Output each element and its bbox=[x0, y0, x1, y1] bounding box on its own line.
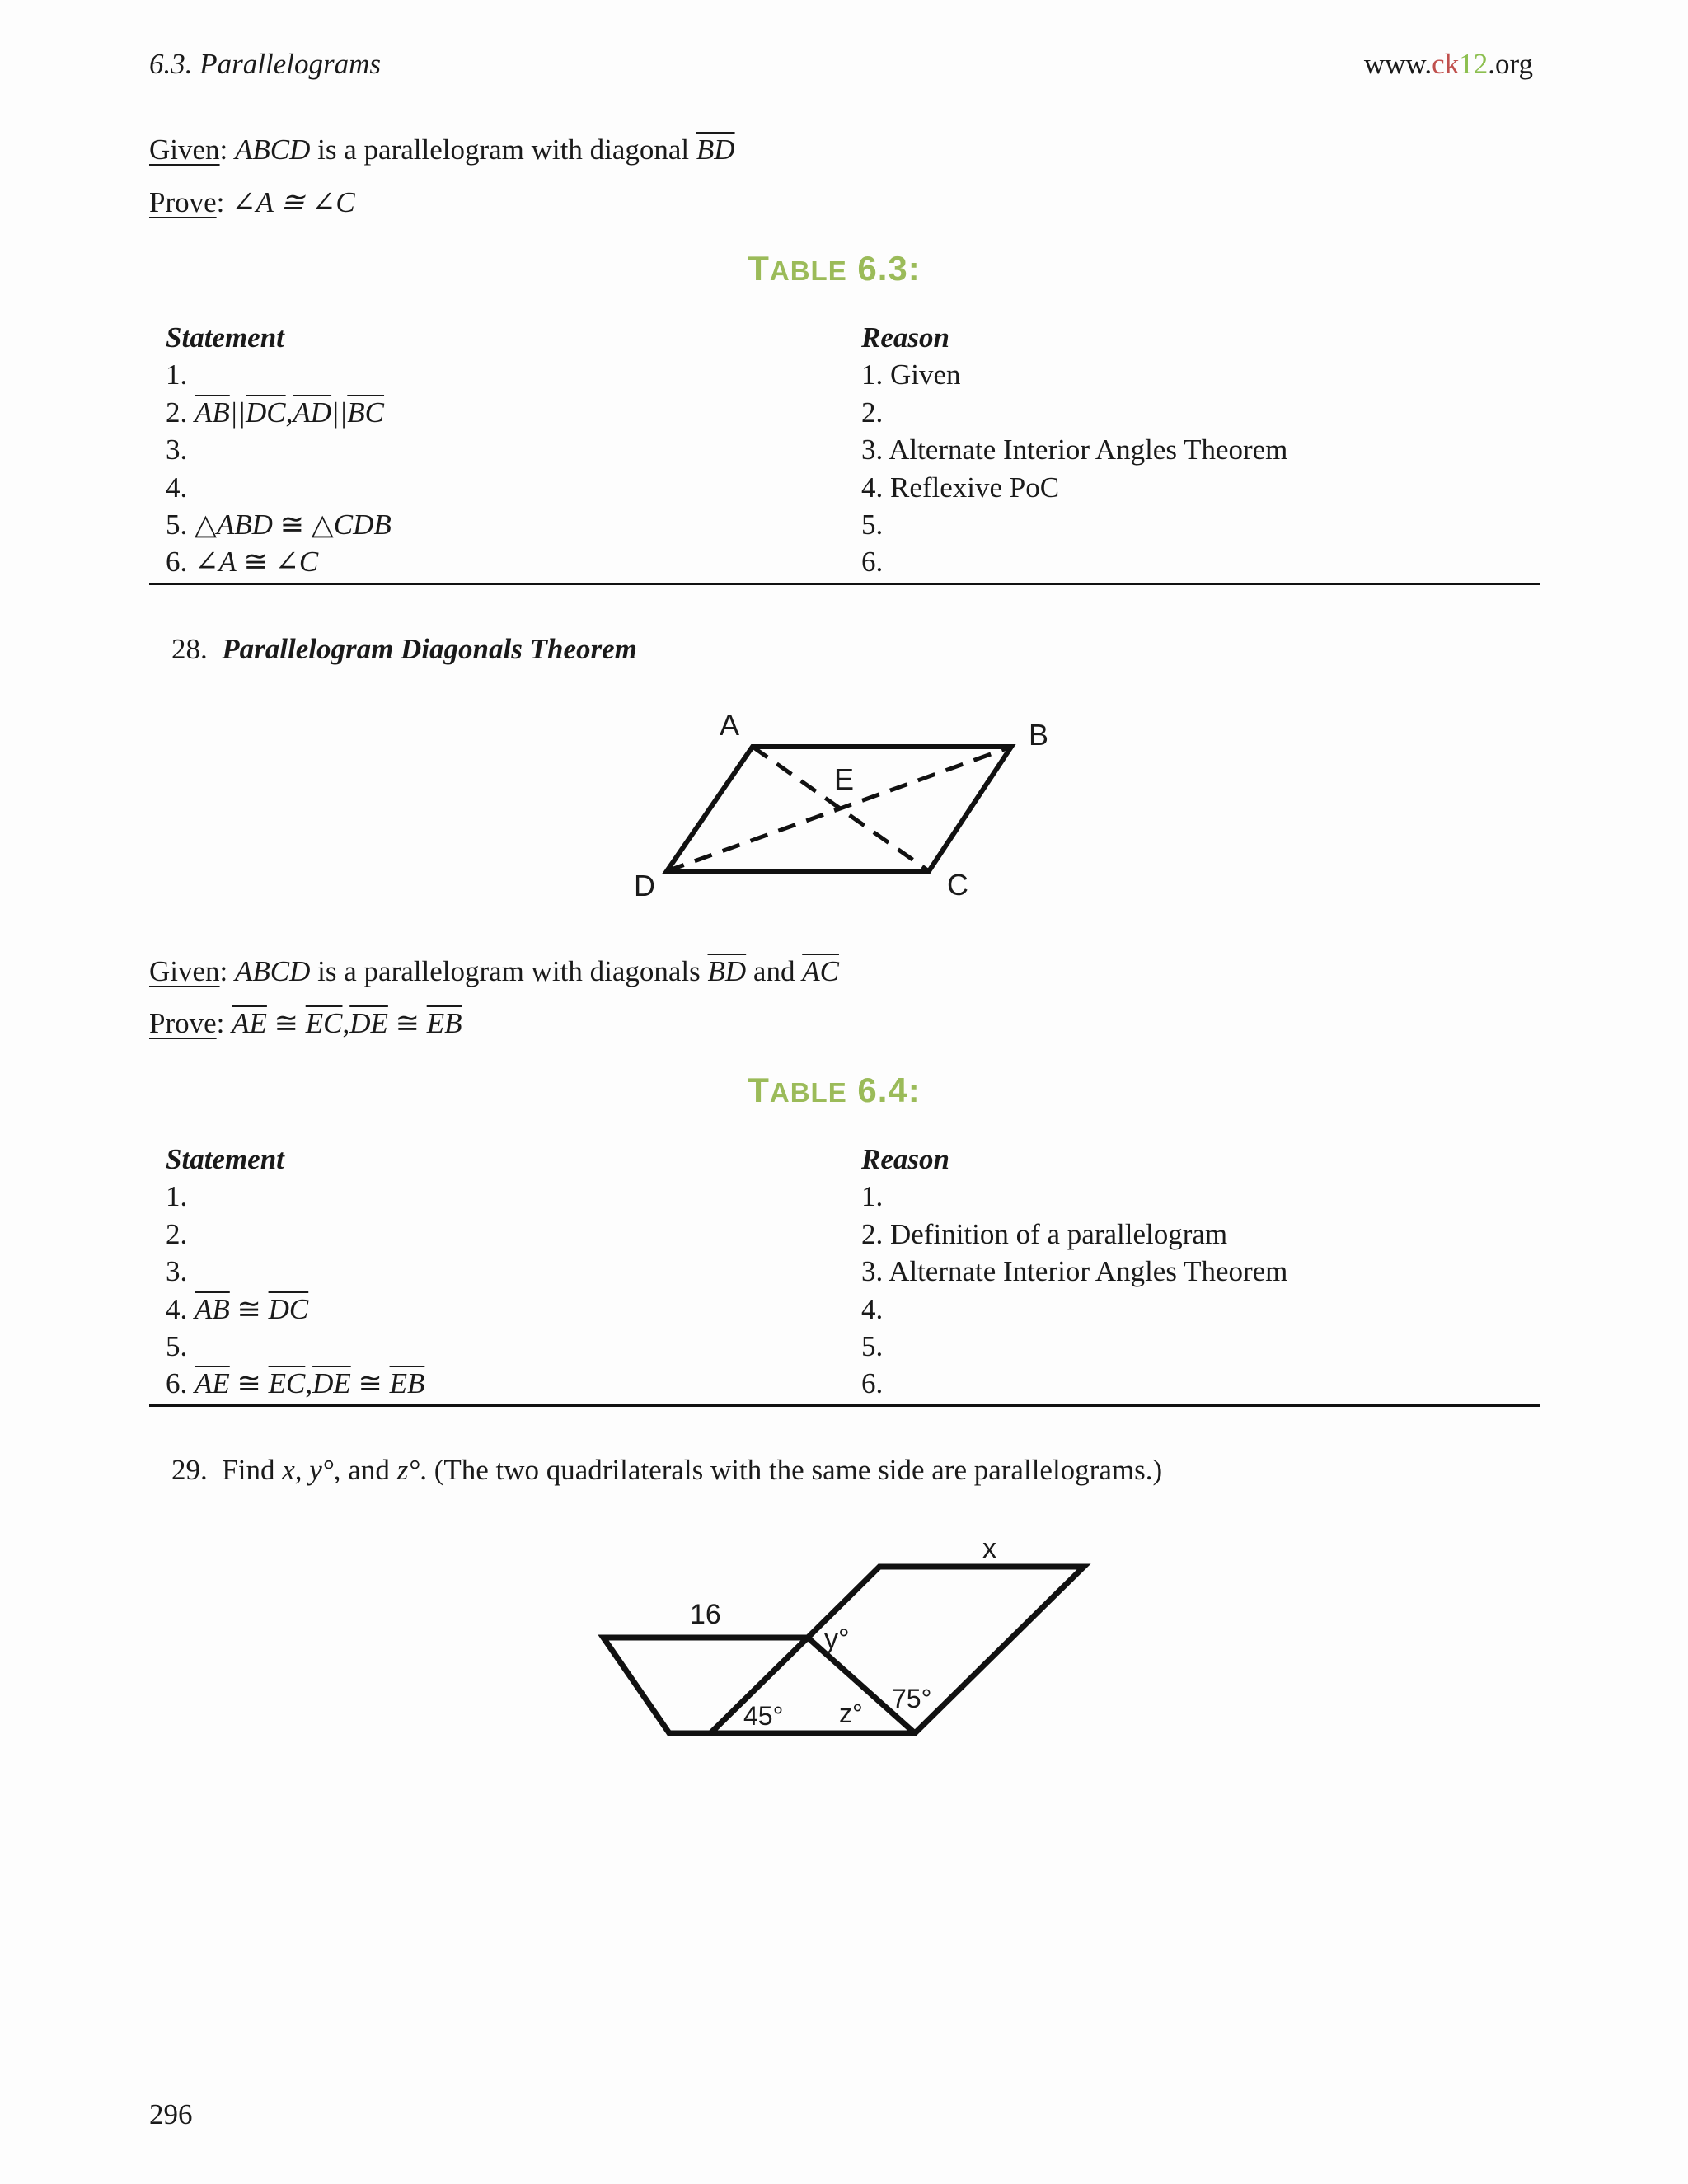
statement-row: 2. $\overline{AB}||\overline{DC},\overline{AD}||\overline{BC}$ bbox=[166, 396, 385, 429]
reason-row: 4. bbox=[861, 1292, 884, 1325]
given-text: is a parallelogram with diagonals bbox=[310, 955, 708, 987]
label-c: C bbox=[947, 868, 968, 902]
segment-eb: $\overline{EB}$ bbox=[426, 1007, 462, 1039]
question-29 bbox=[171, 1454, 1162, 1487]
label-d: D bbox=[634, 869, 655, 902]
reason-row: 6. bbox=[861, 546, 884, 579]
reason-row: 5. bbox=[861, 508, 884, 541]
figure-name: ABCD bbox=[235, 134, 311, 166]
given-sep: : bbox=[219, 955, 236, 987]
given-text: is a parallelogram with diagonal bbox=[310, 134, 696, 166]
reason-row: 2. Definition of a parallelogram bbox=[861, 1217, 1228, 1250]
given-label: Given bbox=[149, 134, 220, 166]
prove-label: Prove bbox=[149, 1007, 217, 1039]
table-6-4-bottom-rule bbox=[149, 1404, 1540, 1407]
question-text-mid: , and bbox=[333, 1454, 397, 1486]
and-text: and bbox=[746, 955, 803, 987]
reason-row: 3. Alternate Interior Angles Theorem bbox=[861, 434, 1288, 466]
caption-prefix: T bbox=[748, 1071, 770, 1109]
prove-sep: : bbox=[216, 186, 232, 218]
prove-sep: : bbox=[216, 1007, 232, 1039]
reason-column bbox=[861, 1141, 1287, 1403]
given-line-1 bbox=[149, 134, 735, 166]
reason-row: 6. bbox=[861, 1367, 884, 1400]
label-45: 45° bbox=[743, 1701, 784, 1731]
statement-row: 5. bbox=[166, 1329, 188, 1362]
statement-header: Statement bbox=[166, 321, 284, 354]
two-parallelograms-figure bbox=[577, 1525, 1113, 1747]
page-number: 296 bbox=[149, 2098, 193, 2130]
reason-header: Reason bbox=[861, 321, 950, 354]
given-label: Given bbox=[149, 955, 220, 987]
segment-bd: $\overline{BD}$ bbox=[707, 955, 747, 987]
prove-line-2: Prove: $\overline{AE}$ ≅ $\overline{EC},\overline{DE}$ ≅ $\overline{EB}$ bbox=[149, 1007, 462, 1039]
running-header-section: 6.3. Parallelograms bbox=[149, 48, 381, 80]
label-y: y° bbox=[824, 1624, 850, 1655]
label-b: B bbox=[1029, 718, 1049, 752]
reason-row: 1. Given bbox=[861, 359, 961, 391]
segment-de: $\overline{DE}$ bbox=[349, 1007, 388, 1039]
label-a: A bbox=[720, 708, 740, 742]
segment-ec: $\overline{EC}$ bbox=[305, 1007, 343, 1039]
reason-row: 5. bbox=[861, 1329, 884, 1362]
question-text-post: . (The two quadrilaterals with the same side are parallelograms.) bbox=[420, 1454, 1163, 1486]
reason-row: 3. Alternate Interior Angles Theorem bbox=[861, 1255, 1288, 1288]
table-6-4-caption bbox=[0, 1071, 1668, 1110]
prove-statement: ∠A ≅ ∠C bbox=[232, 186, 355, 218]
statement-row: 5. △ABD ≅ △CDB bbox=[166, 508, 392, 541]
caption-small: ABLE bbox=[769, 255, 847, 286]
question-text-pre: Find bbox=[222, 1454, 283, 1486]
reason-header: Reason bbox=[861, 1143, 950, 1175]
statement-column bbox=[166, 319, 392, 581]
statement-header: Statement bbox=[166, 1143, 284, 1175]
caption-small: ABLE bbox=[769, 1077, 847, 1108]
segment-bd: $\overline{BD}$ bbox=[696, 134, 735, 166]
prove-line-1 bbox=[149, 186, 355, 219]
caption-number: 6.4: bbox=[846, 1071, 921, 1109]
question-vars: x, y° bbox=[282, 1454, 334, 1486]
parallelogram-diagonals-figure bbox=[618, 701, 1080, 907]
caption-number: 6.3: bbox=[846, 249, 921, 288]
url-suffix: .org bbox=[1488, 48, 1533, 80]
statement-row: 1. bbox=[166, 1180, 188, 1213]
given-line-2 bbox=[149, 955, 839, 988]
url-ck: ck bbox=[1432, 48, 1460, 80]
statement-row: 4. bbox=[166, 471, 188, 504]
table-6-3-bottom-rule bbox=[149, 583, 1540, 585]
label-x: x bbox=[982, 1533, 996, 1564]
reason-row: 1. bbox=[861, 1180, 884, 1213]
question-28 bbox=[171, 633, 637, 666]
url-12: 12 bbox=[1459, 48, 1489, 80]
reason-column bbox=[861, 319, 1287, 581]
prove-label: Prove bbox=[149, 186, 217, 218]
statement-row: 6. $\overline{AE}$ ≅ $\overline{EC},\overline{DE}$ ≅ $\overline{EB}$ bbox=[166, 1367, 425, 1400]
reason-row: 2. bbox=[861, 396, 884, 429]
statement-row: 3. bbox=[166, 434, 188, 466]
table-6-3-caption bbox=[0, 249, 1668, 288]
running-header-url[interactable] bbox=[1364, 48, 1533, 81]
question-title: Parallelogram Diagonals Theorem bbox=[222, 633, 637, 665]
statement-row: 6. ∠A ≅ ∠C bbox=[166, 546, 319, 579]
label-75: 75° bbox=[892, 1684, 932, 1713]
question-zvar: z° bbox=[396, 1454, 420, 1486]
statement-row: 3. bbox=[166, 1255, 188, 1288]
reason-row: 4. Reflexive PoC bbox=[861, 471, 1060, 504]
label-e: E bbox=[834, 762, 855, 796]
statement-row: 1. bbox=[166, 359, 188, 391]
segment-ac: $\overline{AC}$ bbox=[802, 955, 839, 987]
statement-row: 2. bbox=[166, 1217, 188, 1250]
statement-row: 4. $\overline{AB}$ ≅ $\overline{DC}$ bbox=[166, 1292, 309, 1325]
figure-name: ABCD bbox=[235, 955, 311, 987]
statement-column bbox=[166, 1141, 424, 1403]
label-z: z° bbox=[839, 1699, 863, 1728]
question-number: 28. bbox=[171, 633, 208, 665]
question-number: 29. bbox=[171, 1454, 208, 1486]
segment-ae: $\overline{AE}$ bbox=[232, 1007, 267, 1039]
url-prefix: www. bbox=[1363, 48, 1432, 80]
given-sep: : bbox=[219, 134, 236, 166]
caption-prefix: T bbox=[748, 249, 770, 288]
label-16: 16 bbox=[690, 1599, 721, 1630]
